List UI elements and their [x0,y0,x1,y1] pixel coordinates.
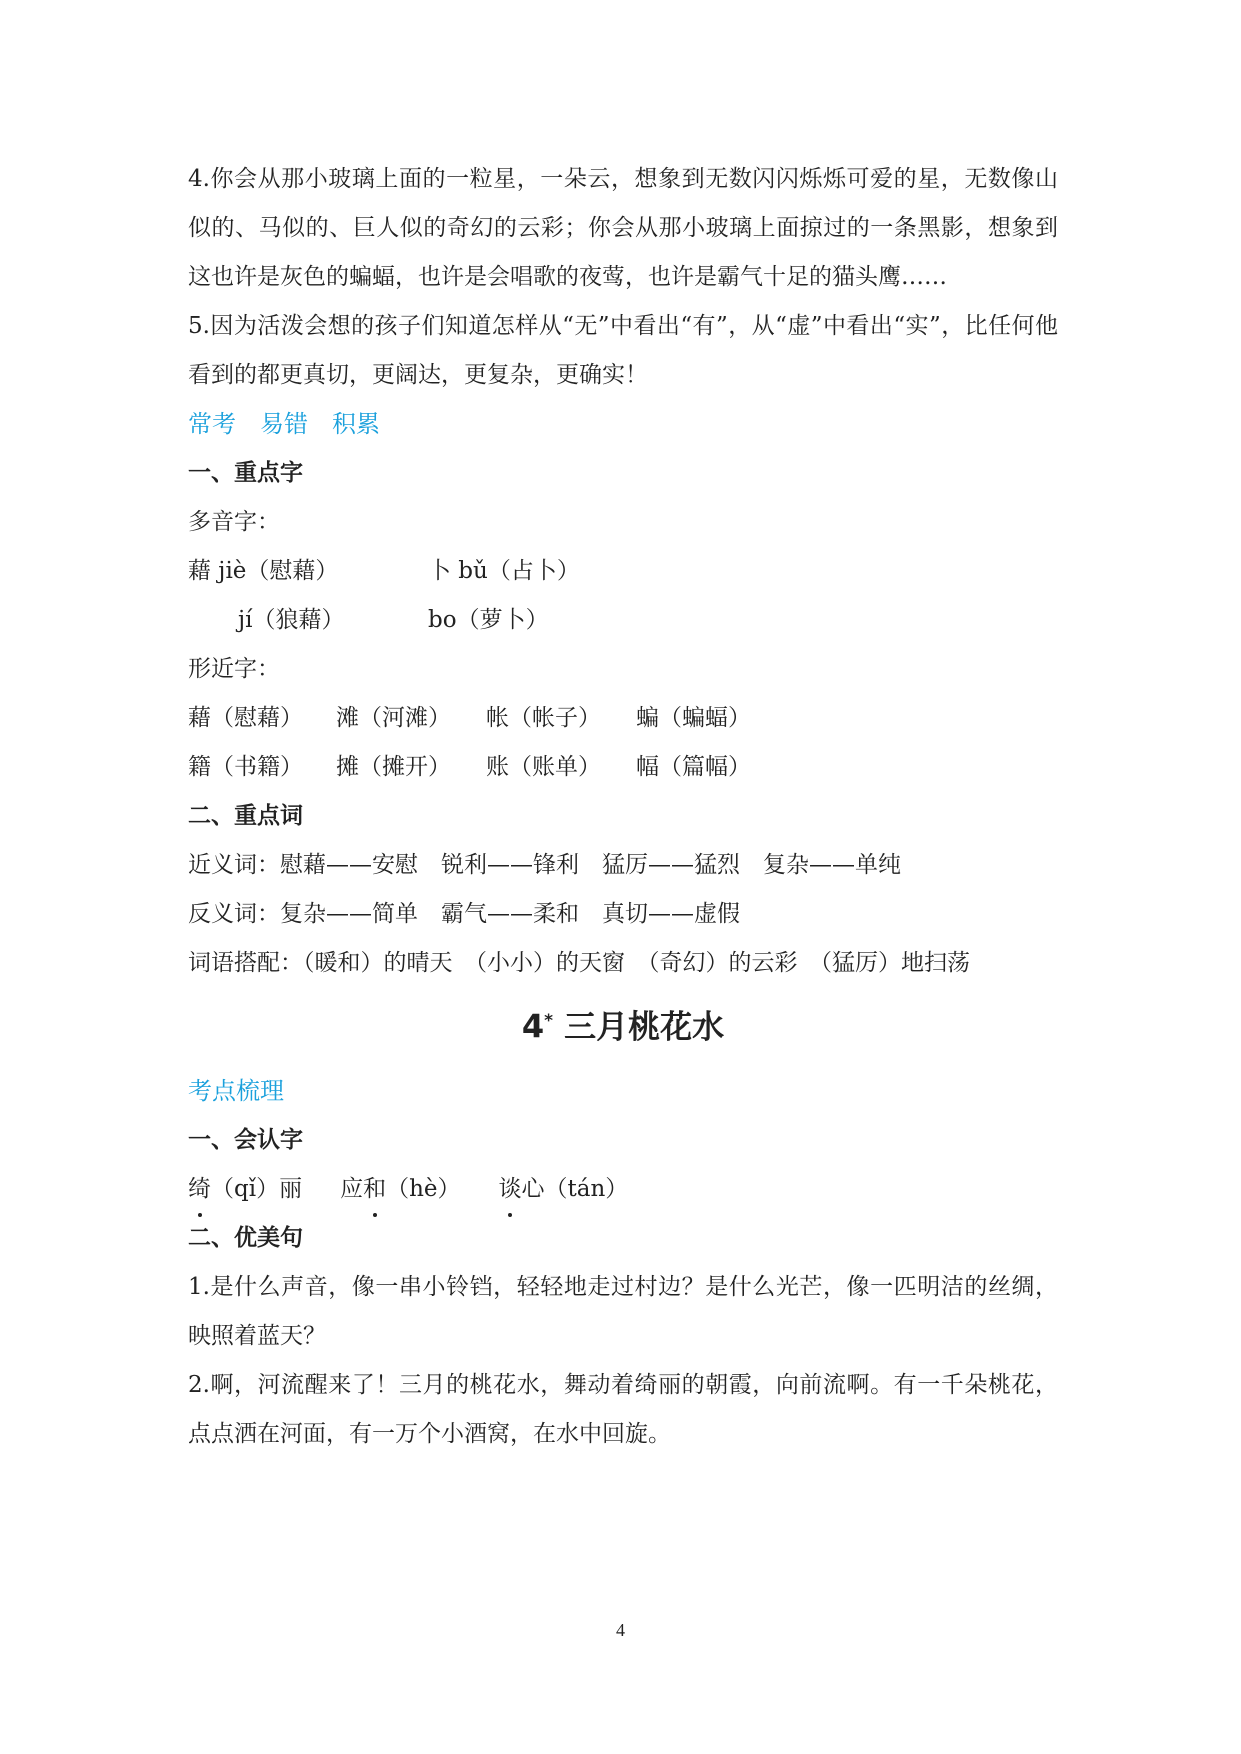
lesson-name: 三月桃花水 [564,1007,725,1046]
recognize-item-rest: （hè） [386,1175,461,1202]
polyphonic-item: jí（狼藉） [238,607,345,633]
page-number: 4 [616,1620,625,1640]
similar-char-item: 滩（河滩） [336,705,451,731]
recognize-item-rest: （qǐ）丽 [211,1175,303,1202]
similar-char-item: 幅（篇幅） [636,754,751,780]
recognize-items [188,1165,1058,1214]
similar-char-item: 藉（慰藉） [188,705,303,731]
recognize-heading: 一、会认字 [188,1126,303,1153]
section-heading-common-mistakes: 常考 易错 积累 [188,410,380,438]
similar-chars-label: 形近字： [188,656,280,682]
overview-heading: 考点梳理 [188,1076,284,1105]
beautiful-sentence-2: 2.啊，河流醒来了！三月的桃花水，舞动着绮丽的朝霞，向前流啊。有一千朵桃花，点点洒在河面，有一万个小酒窝，在水中回旋。 [188,1371,1058,1447]
recognize-item-pre: 应 [340,1175,364,1202]
dotted-char: 谈 [499,1165,522,1214]
similar-char-item: 摊（摊开） [336,754,451,780]
polyphonic-label: 多音字： [188,509,280,535]
polyphonic-item: bo（萝卜） [428,607,549,633]
antonyms-line: 反义词：复杂——简单 霸气——柔和 真切——虚假 [188,901,740,927]
collocations-line: 词语搭配：（暖和）的晴天 （小小）的天窗 （奇幻）的云彩 （猛厉）地扫荡 [188,950,970,976]
beautiful-sentences-heading: 二、优美句 [188,1224,303,1251]
beautiful-sentence-1: 1.是什么声音，像一串小铃铛，轻轻地走过村边？是什么光芒，像一匹明洁的丝绸，映照着蓝天？ [188,1273,1058,1349]
sentence-5: 5.因为活泼会想的孩子们知道怎样从“无”中看出“有”，从“虚”中看出“实”，比任何他看到的都更真切，更阔达，更复杂，更确实！ [188,313,1058,388]
similar-char-item: 帐（帐子） [486,705,601,731]
similar-chars-row-1 [188,694,1058,743]
similar-char-item: 账（账单） [486,754,601,780]
polyphonic-item: 卜 bǔ（占卜） [428,558,580,584]
content [188,155,1058,1459]
recognize-item-rest: 心（tán） [521,1175,629,1202]
polyphonic-item: 藉 jiè（慰藉） [188,558,339,584]
lesson-star: * [544,1011,553,1031]
synonyms-line: 近义词：慰藉——安慰 锐利——锋利 猛厉——猛烈 复杂——单纯 [188,852,901,878]
dotted-char: 和 [363,1165,386,1214]
similar-char-item: 蝙（蝙蝠） [636,705,751,731]
lesson-number: 4 [521,1007,545,1046]
polyphonic-row-1 [188,547,1058,596]
key-chars-heading: 一、重点字 [188,460,303,486]
similar-char-item: 籍（书籍） [188,754,303,780]
key-words-heading: 二、重点词 [188,803,303,829]
dotted-char: 绮 [188,1165,211,1214]
lesson-title [188,991,1058,1057]
polyphonic-row-2 [188,596,1058,645]
sentence-4: 4.你会从那小玻璃上面的一粒星，一朵云，想象到无数闪闪烁烁可爱的星，无数像山似的、马似的、巨人似的奇幻的云彩；你会从那小玻璃上面掠过的一条黑影，想象到这也许是灰色的蝙蝠，也许是会唱歌的夜莺，也许是霸气十足的猫头鹰…… [188,166,1058,290]
similar-chars-row-2 [188,743,1058,792]
